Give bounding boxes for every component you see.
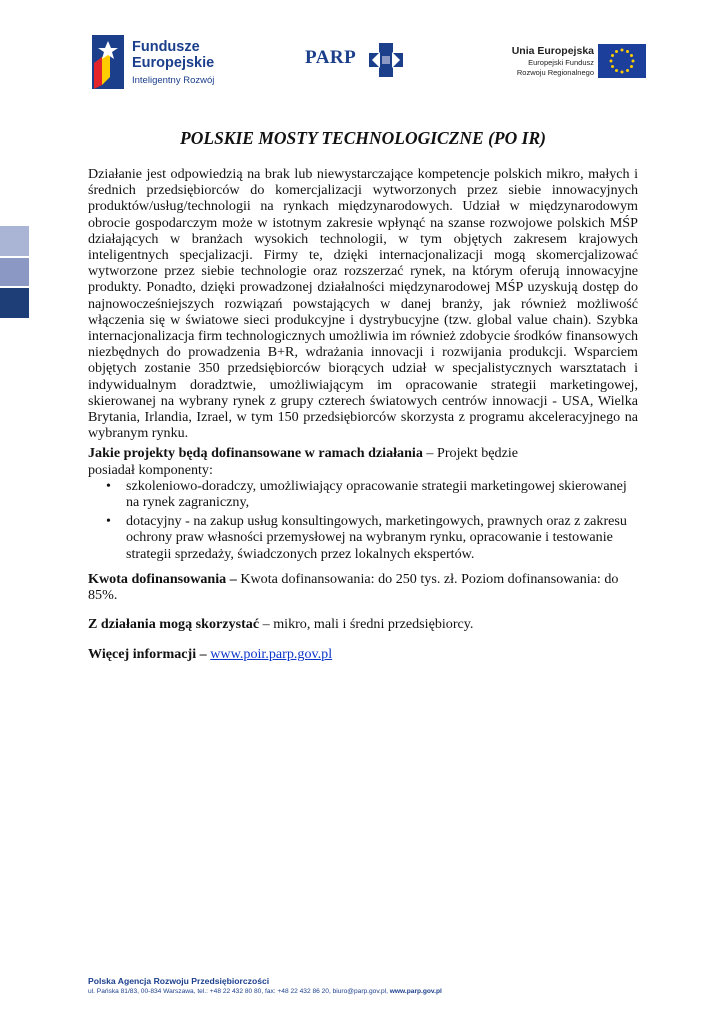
ue-logo-line1: Unia Europejska: [511, 45, 594, 57]
list-item: [88, 478, 638, 510]
list-item: [88, 513, 638, 562]
document-body: [88, 166, 638, 663]
kwota-paragraph: [88, 571, 638, 603]
intro-paragraph: Działanie jest odpowiedzią na brak lub niewystarczające kompetencje polskich mikro, małych i średnich przedsiębiorców do komercjalizacji wytworzonych przez siebie innowacyjnych produktów/usług/technologii na rynkach międzynarodowych. Udział w międzynarodowym obrocie gospodarczym może w istotnym zakresie wpłynąć na szanse rozwojowe polskich MŚP działających w branżach wysokich technologii, w tym objętych zakresem krajowych inteligentnych specjalizacji. Firmy te, dzięki internacjonalizacji mogą skomercjalizować wytworzone przez siebie technologie oraz rozszerzać rynek, na którym oferują innowacyjne produkty. Ponadto, dzięki prowadzonej działalności międzynarodowej MŚP uzyskują dostęp do najnowocześniejszych rozwiązań powstających w danej branży, jak również możliwość włączenia się w światowe sieci produkcyjne i dystrybucyjne (tzw. global value chain). Szybka internacjonalizacja firm technologicznych umożliwia im również zdobycie środków finansowych niezbędnych do prowadzenia B+R, wdrażania innovacji i rozwijania produkcji. Wsparciem objętych zostanie 350 przedsiębiorców biorących udział w specjalistycznych warsztatach i indywidualnym doradztwie, umożliwiającym im opracowanie strategii marketingowej, skierowanej na wybrany rynek z grupy czterech światowych centrów innowacji - USA, Wielka Brytania, Irlandia, Izrael, w tym 150 przedsiębiorców skorzysta z programu akceleracyjnego na wybranym rynku.: [88, 166, 638, 442]
bullet-icon: •: [106, 477, 111, 494]
poir-link[interactable]: www.poir.parp.gov.pl: [210, 646, 333, 663]
more-info-paragraph: [88, 646, 638, 662]
side-tab-mid: [0, 258, 29, 286]
ue-logo-line2: Europejski Fundusz: [528, 58, 594, 67]
fe-logo-line3: Inteligentny Rozwój: [132, 75, 215, 86]
bullet-icon: •: [106, 513, 111, 530]
parp-logo: [305, 42, 405, 80]
components-intro-2: posiadał komponenty:: [88, 461, 213, 478]
component-text: dotacyjny - na zakup usług konsultingowych, marketingowych, prawnych oraz z zakresu ochrony praw własności przemysłowej na wybranym rynku, opracowanie i testowanie strategii sprzedaży, świadczonych przez lokalnych ekspertów.: [126, 513, 627, 562]
fe-logo-line2: Europejskie: [132, 55, 215, 71]
fundusze-europejskie-logo: [88, 33, 263, 91]
side-tab-dark: [0, 288, 29, 318]
unia-europejska-logo: [498, 44, 646, 80]
kwota-text: Kwota dofinansowania: do 250 tys. zł. Poziom dofinansowania: do 85%.: [88, 570, 619, 604]
footer-website: www.parp.gov.pl: [389, 988, 442, 995]
eu-flag-icon: [598, 44, 646, 78]
components-paragraph: [88, 445, 638, 477]
components-list: [88, 478, 638, 562]
components-heading: Jakie projekty będą dofinansowane w ramach działania: [88, 445, 423, 462]
footer: [88, 976, 442, 997]
footer-address-line: [88, 987, 442, 997]
components-intro: – Projekt będzie: [422, 445, 518, 462]
ue-logo-line3: Rozwoju Regionalnego: [516, 67, 594, 77]
footer-address: ul. Pańska 81/83, 00-834 Warszawa, tel.: +48 22 432 80 80, fax: +48 22 432 86 20, biuro@parp.gov.pl,: [88, 988, 390, 995]
fe-star-mark-icon: [88, 33, 128, 91]
parp-arrows-icon: [368, 42, 404, 78]
beneficiaries-text: – mikro, mali i średni przedsiębiorcy.: [259, 616, 474, 633]
fe-logo-line1: Fundusze: [132, 39, 200, 55]
kwota-label: Kwota dofinansowania –: [88, 570, 237, 587]
more-info-label: Więcej informacji –: [88, 646, 207, 663]
beneficiaries-label: Z działania mogą skorzystać: [88, 616, 260, 633]
side-tab-light: [0, 226, 29, 256]
component-text: szkoleniowo-doradczy, umożliwiający opracowanie strategii marketingowej skierowanej na rynek zagraniczny,: [126, 477, 627, 511]
parp-logo-text: PARP: [305, 47, 357, 68]
document-title: POLSKIE MOSTY TECHNOLOGICZNE (PO IR): [180, 128, 546, 148]
beneficiaries-paragraph: [88, 616, 638, 632]
footer-org-name: Polska Agencja Rozwoju Przedsiębiorczości: [88, 976, 270, 986]
